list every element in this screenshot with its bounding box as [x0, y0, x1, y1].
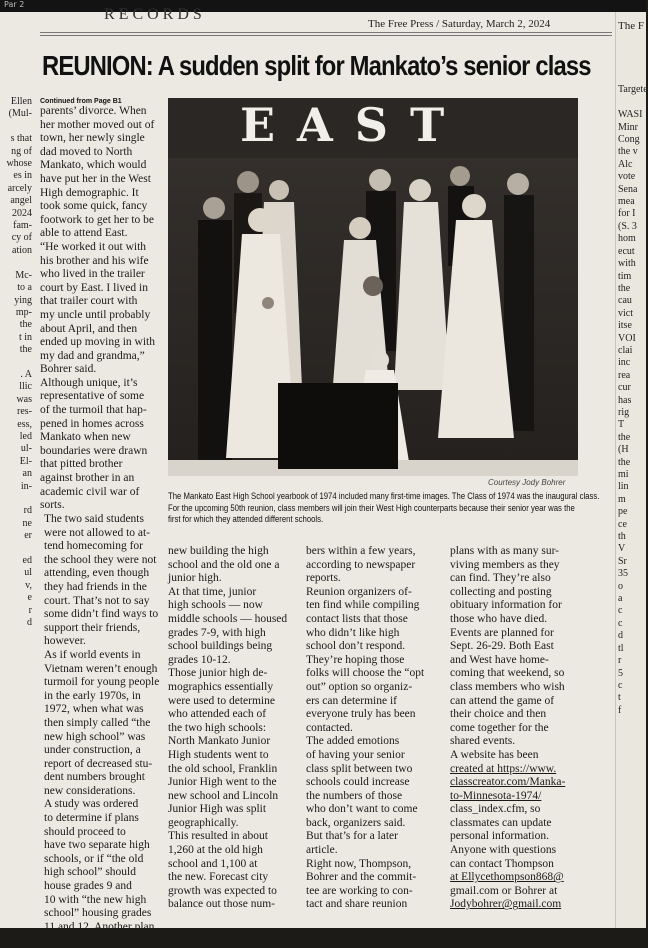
fragment-line: [618, 97, 646, 109]
article-line: my dad and grandma,”: [40, 349, 145, 362]
article-line: can find. They’re also: [450, 572, 551, 585]
fragment-line: [0, 493, 32, 505]
article-column-1-bottom: [44, 513, 159, 948]
fragment-line: [0, 543, 32, 555]
fragment-line: Cong: [618, 134, 640, 146]
article-line: to determine if plans: [44, 812, 139, 825]
fragment-line: mea: [618, 196, 635, 208]
fragment-line: Sr: [618, 555, 627, 567]
article-line: the school they were not: [44, 553, 157, 566]
fragment-line: ess,: [17, 418, 32, 430]
fragment-line: c: [618, 617, 623, 629]
article-line: in the early 1970s, in: [44, 689, 141, 702]
article-column-4: [450, 545, 565, 912]
fragment-line: [618, 72, 646, 84]
article-line: At that time, junior: [168, 585, 257, 598]
fragment-line: T: [618, 419, 625, 431]
fragment-line: V: [618, 543, 626, 555]
fragment-line: rd: [23, 505, 32, 517]
fragment-line: WASI: [618, 109, 643, 121]
article-line: that pitted brother: [40, 458, 123, 471]
article-line: grades 10-12.: [168, 653, 231, 666]
fragment-line: with: [618, 258, 636, 270]
right-column-fragments: [618, 72, 646, 717]
article-line: “He worked it out with: [40, 240, 147, 253]
article-line: class members who wish: [450, 680, 565, 693]
article-line: 1972, when what was: [44, 703, 144, 716]
article-line: middle schools — housed: [168, 612, 288, 625]
article-line: the old school, Franklin: [168, 762, 278, 775]
article-line: 11 and 12. Another plan: [44, 920, 155, 933]
article-line: school and 1,100 at: [168, 857, 258, 870]
article-column-1-top: [40, 98, 155, 513]
fragment-line: (H: [618, 444, 629, 456]
fragment-line: c: [618, 605, 623, 617]
article-line: house grades 9 and: [44, 880, 132, 893]
article-line: dent numbers brought: [44, 771, 145, 784]
header-rule: [40, 32, 612, 33]
fragment-line: . A: [20, 368, 32, 380]
article-line: contact lists that those: [306, 612, 408, 625]
article-line: back, organizers said.: [306, 816, 406, 829]
article-line: the two high schools:: [168, 721, 267, 734]
article-line: new building the high: [168, 545, 269, 557]
fragment-line: v,: [25, 579, 32, 591]
article-line: A study was ordered: [44, 798, 139, 811]
article-line: were not allowed to at-: [44, 526, 151, 539]
article-line: ers can determine if: [306, 694, 397, 707]
article-line: Anyone with questions: [450, 844, 557, 857]
fragment-line: 2024: [12, 207, 32, 219]
article-line: some didn’t find ways to: [44, 608, 159, 621]
article-line: high schools — now: [168, 599, 263, 612]
fragment-line: es in: [13, 170, 32, 182]
fragment-line: El-: [19, 455, 32, 467]
article-line: academic civil war of: [40, 485, 140, 498]
article-line: school and the old one a: [168, 558, 280, 571]
fragment-line: cau: [618, 295, 632, 307]
fragment-line: Ellen: [10, 96, 32, 107]
fragment-line: ul: [24, 567, 32, 579]
article-line: article.: [306, 844, 338, 857]
fragment-line: ce: [618, 518, 627, 530]
article-line: about April, and then: [40, 322, 138, 335]
fragment-line: ed: [22, 555, 32, 567]
fragment-line: the: [618, 431, 631, 443]
fragment-line: t in: [18, 331, 32, 343]
yearbook-photo: [168, 98, 578, 476]
article-line: of the turmoil that hap-: [40, 404, 147, 417]
article-line: contacted.: [306, 721, 353, 734]
fragment-line: tl: [618, 642, 624, 654]
article-line: Mankato, which would: [40, 159, 147, 172]
article-line: personal information.: [450, 830, 550, 843]
fragment-line: vict: [618, 307, 633, 319]
article-line: tee are working to con-: [306, 884, 413, 897]
article-line: plans with as many sur-: [450, 545, 560, 557]
article-line: Those junior high de-: [168, 667, 268, 680]
fragment-line: ne: [22, 517, 32, 529]
article-line: parents’ divorce. When: [40, 105, 147, 117]
article-line: report of decreased stu-: [44, 757, 153, 770]
article-line: school don’t respond.: [306, 640, 406, 653]
continued-note: Continued from Page B1: [40, 98, 122, 105]
fragment-line: to a: [17, 282, 32, 294]
fragment-line: the: [618, 282, 631, 294]
article-line: took some quick, fancy: [40, 200, 148, 213]
article-line: gmail.com or Bohrer at: [450, 884, 558, 897]
article-line: high school” should: [44, 866, 136, 879]
article-line: dad moved to North: [40, 145, 133, 158]
article-line: new high school” was: [44, 730, 146, 743]
article-line: Mankato when new: [40, 431, 131, 444]
article-column-3: [306, 545, 424, 912]
article-line: turmoil for young people: [44, 676, 160, 689]
fragment-line: vote: [618, 171, 636, 183]
article-line: Reunion organizers of-: [306, 585, 412, 598]
article-line: those who have died.: [450, 612, 548, 625]
article-line: bers within a few years,: [306, 545, 416, 557]
article-line: at Ellycethompson868@: [450, 871, 564, 884]
article-line: their choice and then: [450, 708, 547, 721]
article-line: schools, or if “the old: [44, 852, 144, 865]
article-line: who didn’t like high: [306, 626, 400, 639]
fragment-line: fam-: [13, 220, 32, 232]
article-line: everyone truly has been: [306, 708, 416, 721]
fragment-line: whose: [6, 158, 32, 170]
fragment-line: lin: [618, 481, 629, 493]
article-line: ended up moving in with: [40, 336, 155, 349]
article-line: growth was expected to: [168, 884, 277, 897]
fragment-line: ation: [12, 244, 32, 256]
article-line: High students went to: [168, 748, 269, 761]
fragment-line: [0, 257, 32, 269]
article-line: class_index.cfm, so: [450, 803, 541, 816]
dateline: The Free Press / Saturday, March 2, 2024: [368, 18, 551, 30]
header-rule-2: [40, 35, 612, 36]
article-line: Sept. 26-29. Both East: [450, 640, 554, 653]
article-line: the new. Forecast city: [168, 871, 269, 884]
fragment-line: the: [618, 456, 631, 468]
fragment-line: llic: [19, 381, 32, 393]
fragment-line: VOI: [618, 332, 636, 344]
status-bar: [0, 0, 646, 12]
photo-caption: [168, 491, 600, 526]
article-line: The added emotions: [306, 735, 400, 748]
fragment-line: angel: [10, 195, 32, 207]
article-line: grades 7-9, with high: [168, 626, 266, 639]
article-line: tend homecoming for: [44, 540, 144, 553]
article-line: who attended each of: [168, 708, 267, 721]
fragment-line: clai: [618, 344, 633, 356]
article-line: and West have home-: [450, 653, 549, 666]
article-line: school buildings being: [168, 640, 273, 653]
fragment-line: d: [618, 630, 623, 642]
article-line: reports.: [306, 572, 341, 585]
article-line: support their friends,: [44, 621, 141, 634]
fragment-line: er: [24, 530, 32, 542]
fragment-line: r: [28, 604, 32, 616]
article-line: court. That’s not to say: [44, 594, 150, 607]
article-line: Bohrer and the commit-: [306, 871, 417, 884]
fragment-line: s that: [10, 133, 32, 145]
fragment-line: [0, 121, 32, 133]
article-line: mographics essentially: [168, 680, 274, 693]
article-line: of having your senior: [306, 748, 405, 761]
article-line: Right now, Thompson,: [306, 857, 412, 870]
fragment-line: the v: [618, 146, 638, 158]
fragment-line: Alc: [618, 158, 633, 170]
fragment-line: Targete: [618, 84, 648, 96]
fragment-line: c: [618, 679, 623, 691]
article-line: would have made the: [44, 934, 143, 947]
fragment-line: rig: [618, 406, 630, 418]
article-line: new considerations.: [44, 784, 136, 797]
article-line: new school and Lincoln: [168, 789, 279, 802]
article-line: Events are planned for: [450, 626, 554, 639]
fragment-line: pe: [618, 506, 628, 518]
photo-figures: [168, 98, 578, 476]
fragment-line: t: [618, 692, 621, 704]
fragment-line: m: [618, 493, 626, 505]
article-line: 10 with “the new high: [44, 893, 147, 906]
fragment-line: tim: [618, 270, 632, 282]
article-line: Junior High was split: [168, 803, 267, 816]
article-line: court by East. I lived in: [40, 281, 148, 294]
article-line: the numbers of those: [306, 789, 403, 802]
fragment-line: has: [618, 394, 632, 406]
fragment-line: was: [16, 393, 32, 405]
article-line: Although unique, it’s: [40, 376, 138, 389]
article-line: junior high.: [168, 572, 222, 585]
fragment-line: ng of: [11, 145, 32, 157]
article-line: school” housing grades: [44, 907, 152, 920]
fragment-line: 35: [618, 568, 628, 580]
fragment-line: itse: [618, 320, 632, 332]
fragment-line: for I: [618, 208, 636, 220]
fragment-line: mi: [618, 469, 629, 480]
article-line: able to attend East.: [40, 227, 128, 240]
fragment-line: a: [618, 593, 623, 605]
fragment-line: arcely: [7, 182, 32, 194]
fragment-line: d: [27, 617, 32, 629]
fragment-line: mp-: [15, 306, 32, 318]
photo-banner-text: EAST: [240, 98, 467, 152]
article-line: classcreator.com/Manka-: [450, 776, 566, 789]
fragment-line: e: [27, 592, 32, 604]
article-line: representative of some: [40, 390, 145, 403]
article-line: they had friends in the: [44, 580, 147, 593]
article-line: Junior High went to the: [168, 776, 277, 789]
article-line: ten find while compiling: [306, 599, 420, 612]
article-line: A website has been: [450, 748, 539, 761]
article-line: attending, even though: [44, 567, 150, 580]
article-line: But that’s for a later: [306, 830, 398, 843]
article-line: schools could increase: [306, 776, 410, 789]
article-line: then simply called “the: [44, 716, 151, 729]
article-line: footwork to get her to be: [40, 213, 155, 226]
fragment-line: f: [618, 704, 622, 716]
article-line: have two separate high: [44, 839, 150, 852]
fragment-line: the: [19, 319, 32, 331]
fragment-line: led: [19, 430, 32, 442]
article-line: pened in homes across: [40, 417, 144, 430]
fragment-line: ying: [14, 294, 32, 306]
article-line: geographically.: [168, 816, 239, 829]
article-line: sorts.: [40, 499, 65, 512]
fragment-line: ul-: [20, 443, 32, 455]
article-line: can contact Thompson: [450, 857, 554, 870]
article-line: my uncle until probably: [40, 308, 151, 321]
headline: REUNION: A sudden split for Mankato’s senior class: [42, 50, 591, 81]
fragment-line: rea: [618, 369, 631, 381]
article-line: to-Minnesota-1974/: [450, 789, 542, 802]
fragment-line: hom: [618, 233, 636, 245]
fragment-line: o: [618, 580, 623, 592]
article-line: according to newspaper: [306, 558, 416, 571]
fragment-line: an: [22, 468, 32, 480]
article-line: Bohrer said.: [40, 363, 97, 376]
status-bar-text: Par 2: [4, 0, 25, 9]
article-line: tact and share reunion: [306, 898, 408, 911]
fragment-line: the: [19, 344, 32, 356]
article-line: This resulted in about: [168, 830, 268, 843]
article-line: shared events.: [450, 735, 516, 748]
article-line: As if world events in: [44, 648, 141, 661]
article-line: however.: [44, 635, 86, 648]
article-line: High demographic. It: [40, 186, 139, 199]
article-line: that trailer court with: [40, 295, 138, 308]
article-line: Jodybohrer@gmail.com: [450, 898, 562, 911]
left-column-fragments: [0, 96, 32, 629]
fragment-line: Minr: [618, 121, 638, 133]
article-line: They’re hoping those: [306, 653, 405, 666]
article-line: collecting and posting: [450, 585, 552, 598]
article-line: should proceed to: [44, 825, 126, 838]
article-line: The two said students: [44, 513, 144, 525]
article-line: class split between two: [306, 762, 413, 775]
article-line: under construction, a: [44, 744, 141, 757]
article-line: out” option so organiz-: [306, 680, 413, 693]
article-line: 1,260 at the old high: [168, 844, 263, 857]
fragment-line: Mc-: [15, 269, 32, 281]
fragment-line: cur: [618, 382, 631, 394]
article-line: Vietnam weren’t enough: [44, 662, 158, 675]
fragment-line: r: [618, 655, 622, 667]
article-line: his brother and his wife: [40, 254, 149, 267]
caption-line: The Mankato East High School yearbook of 1974 included many first-time images. The Class of 1974 was the inaugural class.: [168, 491, 600, 501]
article-line: North Mankato Junior: [168, 735, 271, 748]
article-line: her mother moved out of: [40, 118, 155, 131]
article-line: town, her newly single: [40, 132, 145, 145]
fragment-line: 5: [618, 667, 623, 679]
article-line: were used to determine: [168, 694, 275, 707]
article-line: can attend the game of: [450, 694, 555, 707]
article-line: balance out those num-: [168, 898, 275, 911]
fragment-line: inc: [618, 357, 631, 369]
fragment-line: res-: [17, 406, 32, 418]
fragment-line: th: [618, 531, 626, 543]
article-line: obituary information for: [450, 599, 562, 612]
article-column-2: [168, 545, 287, 912]
article-line: coming that weekend, so: [450, 667, 565, 680]
fragment-line: in-: [20, 480, 32, 492]
article-line: against brother in an: [40, 472, 135, 485]
photo-credit: Courtesy Jody Bohrer: [488, 478, 566, 487]
article-line: viving members as they: [450, 558, 560, 571]
article-line: have put her in the West: [40, 172, 151, 185]
article-line: folks will choose the “opt: [306, 667, 425, 680]
fragment-line: (S. 3: [618, 220, 637, 232]
article-line: boundaries were drawn: [40, 444, 148, 457]
adjacent-page-header: The F: [618, 20, 644, 32]
section-title: RECORDS: [104, 6, 206, 23]
article-line: who lived in the trailer: [40, 268, 145, 281]
fragment-line: ecut: [618, 245, 635, 257]
fragment-line: Sena: [618, 183, 638, 195]
fragment-line: [0, 357, 32, 369]
fragment-line: (Mul-: [8, 108, 32, 120]
caption-line: first for which they attended different schools.: [168, 514, 324, 524]
caption-line: For the upcoming 50th reunion, class members will join their West High counterparts because their senior year was the: [168, 502, 575, 513]
fragment-line: cy of: [11, 232, 32, 244]
article-line: come together for the: [450, 721, 549, 734]
article-line: classmates can update: [450, 816, 552, 829]
article-line: who don’t want to come: [306, 803, 418, 816]
article-line: created at https://www.: [450, 762, 557, 775]
